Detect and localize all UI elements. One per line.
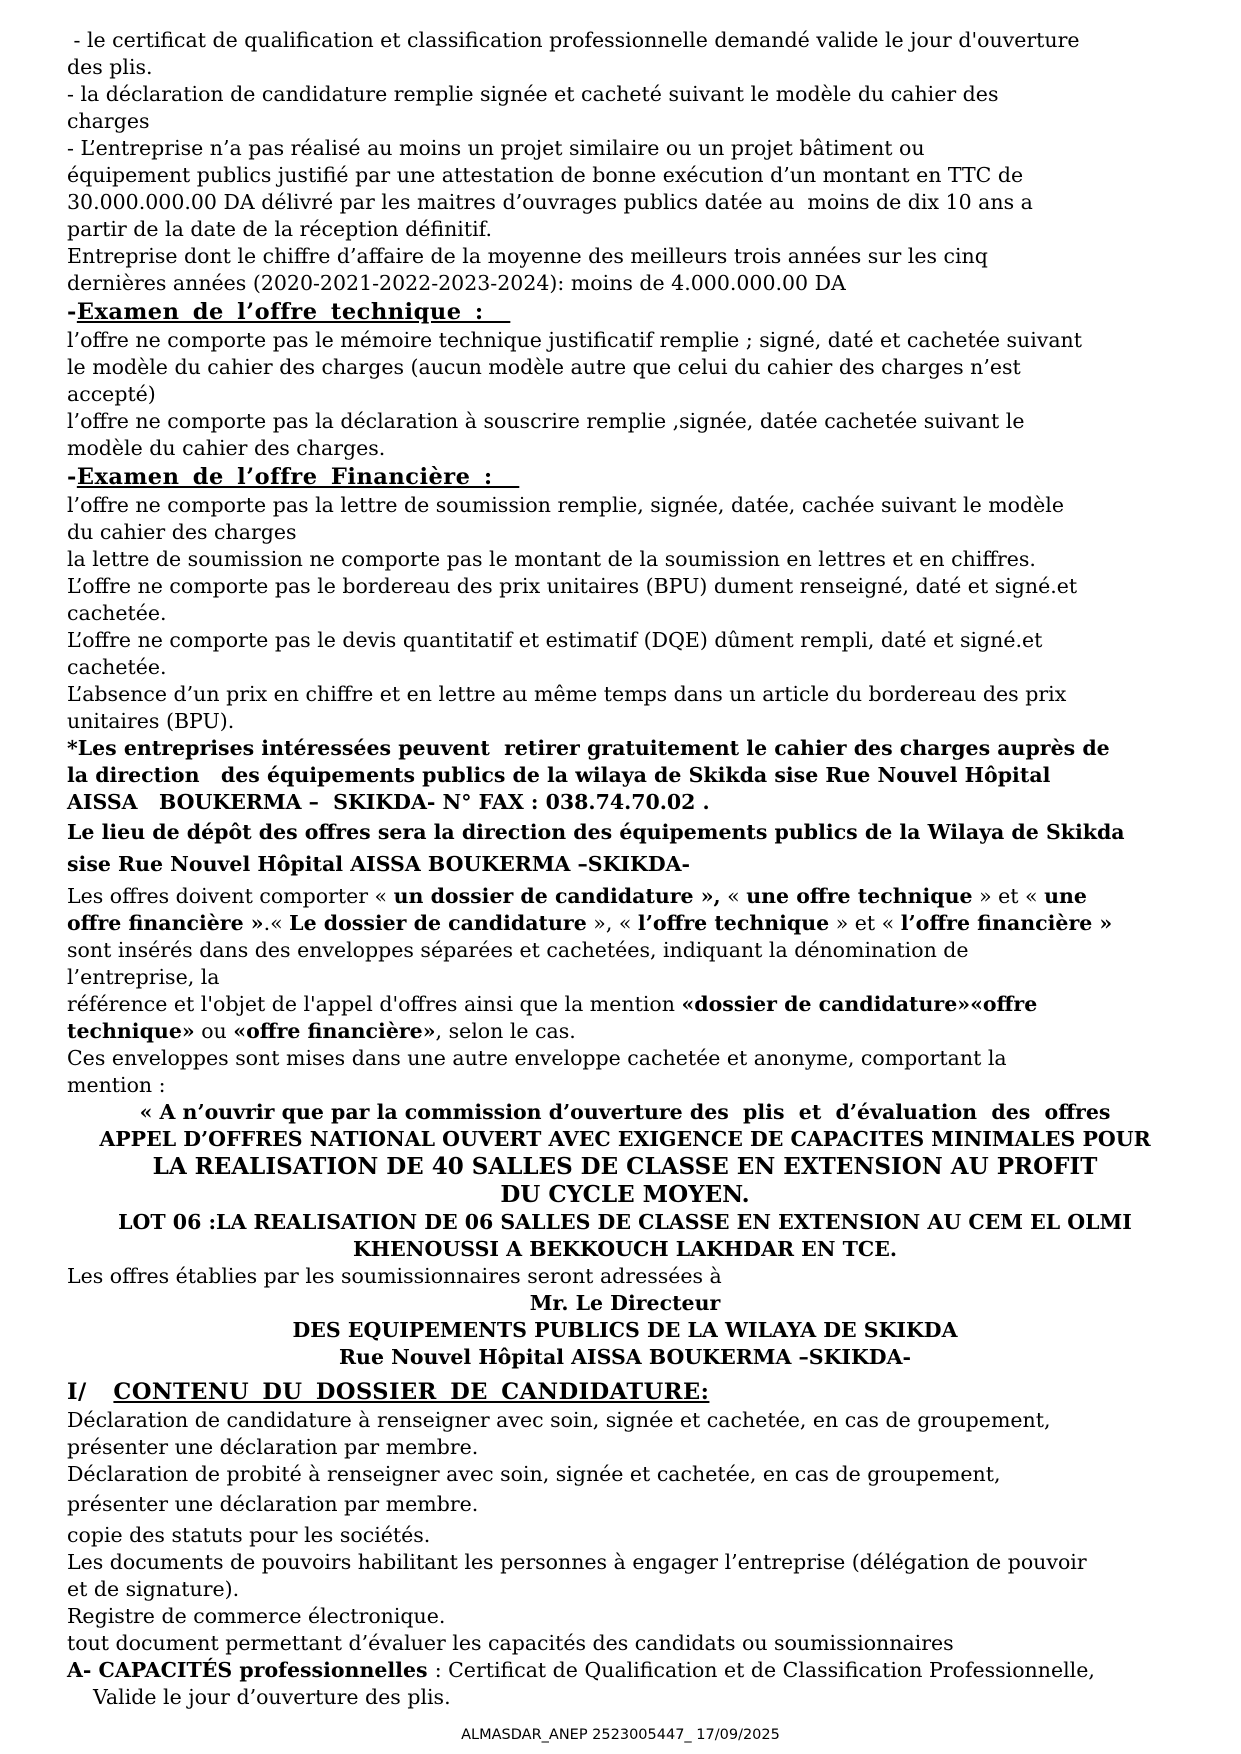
text-line: L’offre ne comporte pas le devis quantitatif et estimatif (DQE) dûment rempli, daté et signé.et [67, 628, 1043, 652]
text-segment: une [1044, 884, 1087, 908]
text-line [67, 991, 1183, 1018]
notice-retrait-cahier: *Les entreprises intéressées peuvent retirer gratuitement le cahier des charges auprès de [67, 736, 1110, 760]
text-line: cachetée. [67, 655, 167, 679]
lot-description-line: LOT 06 :LA REALISATION DE 06 SALLES DE CLASSE EN EXTENSION AU CEM EL OLMI [118, 1210, 1132, 1234]
text-line: Registre de commerce électronique. [67, 1604, 446, 1628]
text-line: l’offre ne comporte pas la déclaration à souscrire remplie ,signée, datée cachetée suivant le [67, 409, 1025, 433]
text-segment: Le dossier de candidature [289, 911, 587, 935]
capacites-professionnelles-line [67, 1657, 1183, 1684]
text-line: unitaires (BPU). [67, 709, 235, 733]
text-line: cachetée. [67, 601, 167, 625]
text-segment: - [67, 299, 77, 325]
text-line: Déclaration de candidature à renseigner avec soin, signée et cachetée, en cas de groupement, [67, 1408, 1051, 1432]
text-line: dernières années (2020-2021-2022-2023-2024): moins de 4.000.000.00 DA [67, 271, 846, 295]
text-line: modèle du cahier des charges. [67, 436, 386, 460]
anep-reference-footer: ALMASDAR_ANEP 2523005447_ 17/09/2025 [461, 1727, 780, 1743]
text-line: L’absence d’un prix en chiffre et en lettre au même temps dans un article du bordereau des prix [67, 682, 1067, 706]
text-segment: », « [586, 911, 638, 935]
text-segment: un dossier de candidature », [393, 884, 721, 908]
text-segment: « [720, 884, 747, 908]
envelope-mention-line: « A n’ouvrir que par la commission d’ouverture des plis et d’évaluation des offres [139, 1100, 1111, 1124]
text-segment: une offre technique [746, 884, 973, 908]
text-segment: I/ [67, 1379, 114, 1405]
text-segment: A- CAPACITÉS professionnelles [67, 1658, 435, 1682]
text-line: charges [67, 109, 150, 133]
text-line: l’offre ne comporte pas le mémoire technique justificatif remplie ; signé, daté et cachetée suivant [67, 328, 1082, 352]
notice-lieu-depot: sise Rue Nouvel Hôpital AISSA BOUKERMA –SKIKDA- [67, 852, 691, 876]
text-line: des plis. [67, 55, 153, 79]
underlined-text: CONTENU DU DOSSIER DE CANDIDATURE: [113, 1379, 710, 1405]
text-segment: Les offres doivent comporter « [67, 884, 394, 908]
underlined-text: Examen de l’offre technique : [76, 299, 511, 325]
text-line: présenter une déclaration par membre. [67, 1435, 479, 1459]
text-line [67, 910, 1183, 937]
text-segment: : Certificat de Qualification et de Classification Professionnelle, [434, 1658, 1095, 1682]
addressee-address: Rue Nouvel Hôpital AISSA BOUKERMA –SKIKDA- [339, 1345, 911, 1369]
text-line: le modèle du cahier des charges (aucun modèle autre que celui du cahier des charges n’est [67, 355, 1021, 379]
text-line: Valide le jour d’ouverture des plis. [93, 1685, 451, 1709]
document-page [67, 27, 1183, 1711]
text-line: et de signature). [67, 1577, 240, 1601]
text-line: mention : [67, 1073, 166, 1097]
text-segment: ou [194, 1019, 234, 1043]
text-line: du cahier des charges [67, 520, 297, 544]
text-segment: - [67, 464, 77, 490]
notice-lieu-depot: Le lieu de dépôt des offres sera la direction des équipements publics de la Wilaya de Skikda [67, 820, 1125, 844]
text-line: l’offre ne comporte pas la lettre de soumission remplie, signée, datée, cachée suivant le modèle [67, 493, 1064, 517]
text-segment: .« [263, 911, 290, 935]
text-segment: » et « [829, 911, 901, 935]
text-line: L’offre ne comporte pas le bordereau des prix unitaires (BPU) dument renseigné, daté et signé.et [67, 574, 1078, 598]
text-line: équipement publics justifié par une attestation de bonne exécution d’un montant en TTC de [67, 163, 1024, 187]
text-line: - le certificat de qualification et classification professionnelle demandé valide le jour d'ouverture [67, 28, 1080, 52]
addressee-organization: DES EQUIPEMENTS PUBLICS DE LA WILAYA DE SKIKDA [292, 1318, 958, 1342]
addressee-name: Mr. Le Directeur [529, 1291, 721, 1315]
text-line: Déclaration de probité à renseigner avec soin, signée et cachetée, en cas de groupement, [67, 1462, 1001, 1486]
text-line: partir de la date de la réception définitif. [67, 217, 492, 241]
text-segment: «offre financière» [233, 1019, 436, 1043]
heading-examen-offre-technique [67, 297, 1183, 327]
envelope-mention-line: DU CYCLE MOYEN. [500, 1181, 750, 1208]
underlined-text: Examen de l’offre Financière : [76, 464, 520, 490]
notice-retrait-cahier: AISSA BOUKERMA – SKIKDA- N° FAX : 038.74.70.02 . [67, 790, 710, 814]
text-line: présenter une déclaration par membre. [67, 1492, 479, 1516]
text-line: Entreprise dont le chiffre d’affaire de la moyenne des meilleurs trois années sur les cinq [67, 244, 988, 268]
envelope-mention-line: LA REALISATION DE 40 SALLES DE CLASSE EN EXTENSION AU PROFIT [152, 1153, 1098, 1180]
text-segment: «dossier de candidature»«offre [681, 992, 1038, 1016]
text-segment: l’offre technique [637, 911, 830, 935]
text-segment: technique» [67, 1019, 195, 1043]
text-line: la lettre de soumission ne comporte pas le montant de la soumission en lettres et en chiffres. [67, 547, 1036, 571]
text-line: tout document permettant d’évaluer les capacités des candidats ou soumissionnaires [67, 1631, 954, 1655]
heading-examen-offre-financiere [67, 462, 1183, 492]
text-line: - la déclaration de candidature remplie signée et cacheté suivant le modèle du cahier des [67, 82, 999, 106]
text-segment: référence et l'objet de l'appel d'offres ainsi que la mention [67, 992, 682, 1016]
text-line [67, 1018, 1183, 1045]
text-line: copie des statuts pour les sociétés. [67, 1523, 431, 1547]
text-line: sont insérés dans des enveloppes séparées et cachetées, indiquant la dénomination de [67, 938, 969, 962]
text-line [67, 883, 1183, 910]
envelope-mention-line: APPEL D’OFFRES NATIONAL OUVERT AVEC EXIGENCE DE CAPACITES MINIMALES POUR [99, 1127, 1151, 1151]
text-line: accepté) [67, 382, 156, 406]
text-segment: l’offre financière » [900, 911, 1113, 935]
text-segment: offre financière » [67, 911, 264, 935]
text-line: Les documents de pouvoirs habilitant les personnes à engager l’entreprise (délégation de pouvoir [67, 1550, 1087, 1574]
text-segment: » et « [972, 884, 1045, 908]
text-segment: , selon le cas. [435, 1019, 576, 1043]
notice-retrait-cahier: la direction des équipements publics de la wilaya de Skikda sise Rue Nouvel Hôpital [67, 763, 1051, 787]
lot-description-line: KHENOUSSI A BEKKOUCH LAKHDAR EN TCE. [352, 1237, 897, 1261]
text-line: l’entreprise, la [67, 965, 220, 989]
text-line: - L’entreprise n’a pas réalisé au moins un projet similaire ou un projet bâtiment ou [67, 136, 925, 160]
text-line: Ces enveloppes sont mises dans une autre enveloppe cachetée et anonyme, comportant la [67, 1046, 1007, 1070]
text-line: Les offres établies par les soumissionnaires seront adressées à [67, 1264, 722, 1288]
text-line: 30.000.000.00 DA délivré par les maitres d’ouvrages publics datée au moins de dix 10 ans a [67, 190, 1033, 214]
heading-contenu-dossier [67, 1377, 1183, 1407]
